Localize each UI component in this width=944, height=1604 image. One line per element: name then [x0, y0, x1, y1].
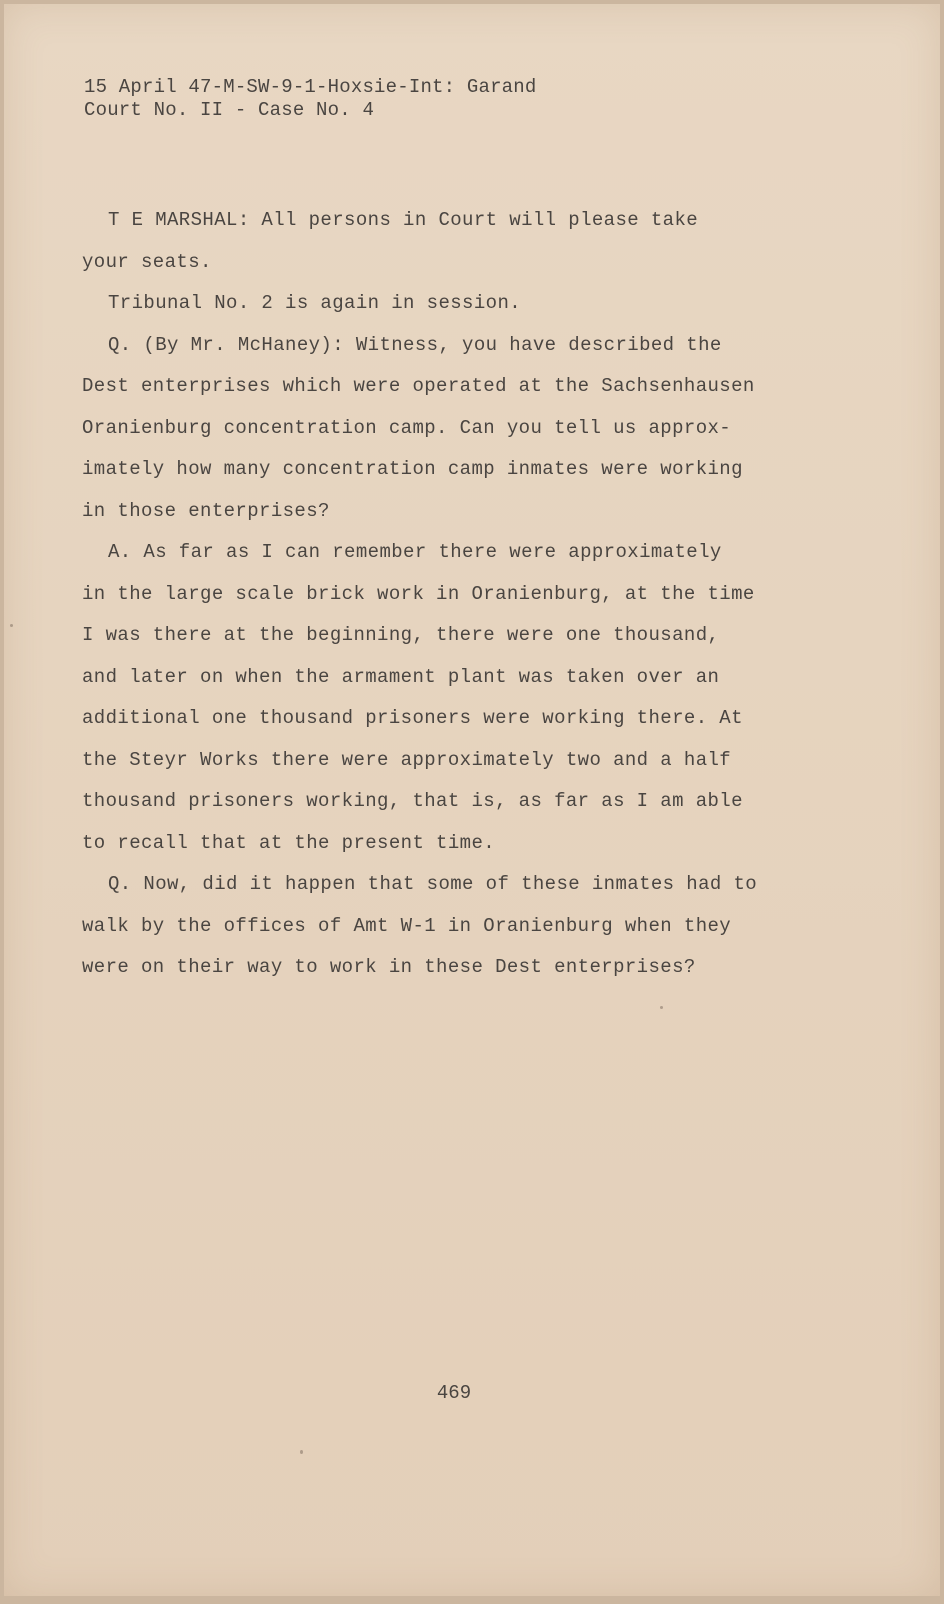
transcript-line: imately how many concentration camp inmates were working: [82, 458, 743, 480]
transcript-line: to recall that at the present time.: [82, 831, 496, 854]
transcript-line: I was there at the beginning, there were one thousand,: [82, 624, 720, 646]
page-number: 469: [436, 1382, 472, 1404]
transcript-line: Tribunal No. 2 is again in session.: [108, 292, 522, 314]
document-page: [4, 4, 940, 1596]
transcript-line: additional one thousand prisoners were working there. At: [82, 707, 743, 729]
transcript-line: the Steyr Works there were approximately two and a half: [82, 748, 732, 771]
transcript-line: thousand prisoners working, that is, as far as I am able: [82, 790, 743, 812]
document-header: [84, 76, 536, 122]
paper-speck: [10, 624, 13, 627]
header-line-court-case: Court No. II - Case No. 4: [84, 99, 375, 121]
transcript-line: T E MARSHAL: All persons in Court will please take: [108, 209, 699, 231]
paper-speck: [660, 1006, 663, 1009]
transcript-line: and later on when the armament plant was taken over an: [82, 665, 720, 688]
transcript-line: Dest enterprises which were operated at the Sachsenhausen: [82, 375, 755, 397]
transcript-line: your seats.: [82, 250, 212, 273]
transcript-line: in the large scale brick work in Oranienburg, at the time: [82, 582, 755, 605]
paper-speck: [300, 1450, 303, 1454]
transcript-line: in those enterprises?: [82, 499, 330, 522]
transcript-line: walk by the offices of Amt W-1 in Oranienburg when they: [82, 914, 732, 937]
header-line-date-reference: 15 April 47-M-SW-9-1-Hoxsie-Int: Garand: [84, 76, 537, 98]
transcript-body: [82, 200, 802, 989]
transcript-line: were on their way to work in these Dest enterprises?: [82, 956, 696, 978]
transcript-line: A. As far as I can remember there were approximately: [108, 541, 722, 563]
transcript-line: Oranienburg concentration camp. Can you tell us approx-: [82, 416, 732, 439]
transcript-line: Q. Now, did it happen that some of these inmates had to: [108, 873, 758, 895]
transcript-line: Q. (By Mr. McHaney): Witness, you have described the: [108, 333, 722, 356]
